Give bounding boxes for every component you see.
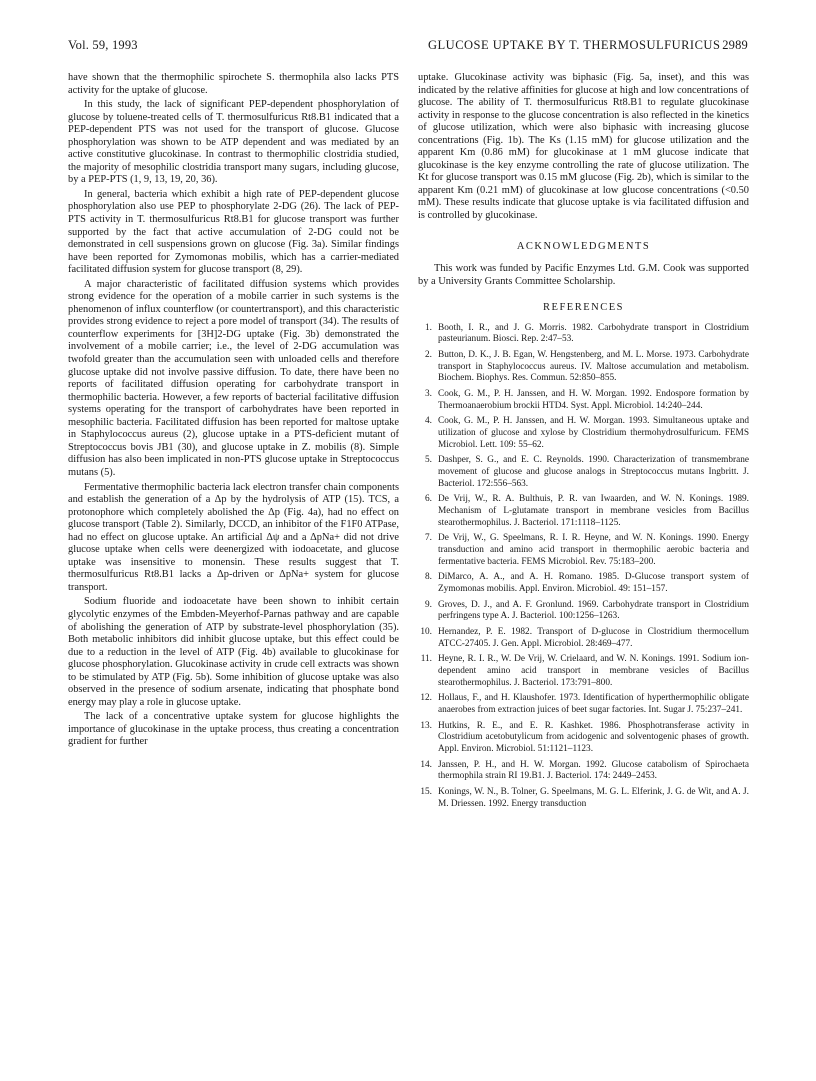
paragraph: The lack of a concentrative uptake system for glucose highlights the importance of glucokinase in the uptake process, thus creating a concentration gradient for further [68,711,399,748]
paragraph: A major characteristic of facilitated diffusion systems which provides strong evidence for the operation of a mobile carrier in such systems is the phenomenon of influx counterflow (or countertransport), and this characteristic provides strong evidence to reject a pore model of transport (34). The results of counterflow experiments for [3H]2-DG uptake (Fig. 3b) demonstrated the involvement of a mobile carrier; i.e., the level of 2-DG accumulation was twofold greater than the accumulation seen with unloaded cells and therefore glucose uptake did not involve passive diffusion. To date, there have been no reports of facilitated diffusion operating for carbohydrate transport in thermophilic bacteria. However, a few reports of bacterial facilitative diffusion systems operating for the transport of carbohydrates have been reported in mesophilic bacteria. Facilitated diffusion has been reported for maltose uptake in Staphylococcus aureus (2), glucose uptake in a PTS-deficient mutant of Streptococcus bovis JB1 (30), and glucose uptake in Z. mobilis (8). Simple diffusion has also been implicated in non-PTS glucose uptake in Streptococcus mutans (5). [68,278,399,478]
reference-item [418,760,749,783]
reference-item [418,389,749,412]
running-header [68,38,748,58]
paragraph: have shown that the thermophilic spirochete S. thermophila also lacks PTS activity for the uptake of glucose. [68,72,399,96]
running-title: GLUCOSE UPTAKE BY T. THERMOSULFURICUS [428,38,721,52]
reference-item [418,350,749,385]
reference-number: 7. [425,533,432,544]
reference-text: DiMarco, A. A., and A. H. Romano. 1985. D-Glucose transport system of Zymomonas mobilis. Appl. Environ. Microbiol. 49: 151–157. [438,572,749,594]
paragraph: In general, bacteria which exhibit a high rate of PEP-dependent glucose phosphorylation also use PEP to phosphorylate 2-DG (26). The lack of PEP-PTS activity in T. thermosulfuricus Rt8.B1 for glucose transport was further supported by the fact that active accumulation of 2-DG could not be demonstrated in cell suspensions grown on glucose (Fig. 3a). Similar findings have been reported for Zymomonas mobilis, which has a carrier-mediated facilitated diffusion system for glucose transport (8, 29). [68,188,399,276]
paragraph: In this study, the lack of significant PEP-dependent phosphorylation of glucose by toluene-treated cells of T. thermosulfuricus Rt8.B1 indicated that a PEP-dependent PTS was not used for the transport of glucose. Glucose phosphorylation was shown to be ATP dependent and was mediated by an active constitutive glucokinase. In contrast to thermophilic clostridia studied, the majority of mesophilic clostridia transport many sugars, including glucose, by a PEP-PTS (1, 9, 13, 19, 20, 36). [68,99,399,186]
reference-number: 10. [420,627,432,638]
reference-number: 14. [420,759,432,770]
reference-text: De Vrij, W., R. A. Bulthuis, P. R. van Iwaarden, and W. N. Konings. 1989. Mechanism of L-glutamate transport in membrane vesicles from Bacillus stearothermophilus. J. Bacteriol. 171:1118–1125. [438,494,749,528]
reference-text: Hollaus, F., and H. Klaushofer. 1973. Identification of hyperthermophilic obligate anaerobes from extraction juices of beet sugar factories. Int. Sugar J. 75:237–241. [438,693,749,716]
reference-text: Dashper, S. G., and E. C. Reynolds. 1990. Characterization of transmembrane movement of glucose and glucose analogs in Streptococcus mutans Ingbritt. J. Bacteriol. 172:556–563. [438,455,749,489]
reference-number: 3. [425,389,432,400]
paragraph: Fermentative thermophilic bacteria lack electron transfer chain components and establish the generation of a Δp by the hydrolysis of ATP (15). TCS, a protonophore which completely abolished the Δp (Fig. 4a), had no effect on glucose transport (Table 2). Similarly, DCCD, an inhibitor of the F1F0 ATPase, had no effect on glucose uptake. An artificial Δψ and a ΔpNa+ did not drive glucose uptake when cells were deenergized with iodoacetate, and glucose uptake was insensitive to monensin. These results suggest that T. thermosulfuricus Rt8.B1 lacks a Δp-driven or ΔpNa+ system for glucose transport. [68,481,399,593]
reference-text: De Vrij, W., G. Speelmans, R. I. R. Heyne, and W. N. Konings. 1990. Energy transduction and amino acid transport in thermophilic aerobic bacteria and fermentative bacteria. FEMS Microbiol. Rev. 75:183–200. [438,533,749,567]
reference-item [418,600,749,623]
reference-item [418,533,749,568]
page-number: 2989 [722,38,748,52]
right-column [418,72,749,815]
reference-text: Heyne, R. I. R., W. De Vrij, W. Crielaard, and W. N. Konings. 1991. Sodium ion-dependent amino acid transport in membrane vesicles of Bacillus stearothermophilus. J. Bacteriol. 173:791–800. [438,654,749,688]
reference-item [418,416,749,451]
reference-number: 9. [425,599,432,610]
references-heading: REFERENCES [543,302,624,314]
reference-item [418,627,749,650]
reference-item [418,787,749,810]
reference-item [418,572,749,595]
reference-item [418,323,749,346]
reference-text: Groves, D. J., and A. F. Gronlund. 1969. Carbohydrate transport in Clostridium perfringens type A. J. Bacteriol. 100:1256–1263. [438,599,749,622]
reference-number: 15. [420,787,432,798]
reference-text: Booth, I. R., and J. G. Morris. 1982. Carbohydrate transport in Clostridium pasteurianum. Biosci. Rep. 2:47–53. [438,322,749,345]
reference-item [418,654,749,689]
reference-number: 2. [425,350,432,361]
reference-item [418,494,749,529]
reference-list [418,323,749,811]
volume-label: Vol. 59, 1993 [68,38,138,52]
reference-text: Button, D. K., J. B. Egan, W. Hengstenberg, and M. L. Morse. 1973. Carbohydrate transport in Staphylococcus aureus. IV. Maltose accumulation and metabolism. Biochem. Biophys. Res. Commun. 52:850–855. [438,350,749,384]
reference-text: Cook, G. M., P. H. Janssen, and H. W. Morgan. 1993. Simultaneous uptake and utilization of glucose and xylose by Clostridium thermohydrosulfuricum. FEMS Microbiol. Lett. 109: 55–62. [438,416,749,450]
reference-number: 6. [425,494,432,505]
reference-text: Hutkins, R. E., and E. R. Kashket. 1986. Phosphotransferase activity in Clostridium acetobutylicum from acidogenic and solventogenic phases of growth. Appl. Environ. Microbiol. 51:1121–1123. [438,720,749,754]
reference-item [418,693,749,716]
reference-text: Cook, G. M., P. H. Janssen, and H. W. Morgan. 1992. Endospore formation by Thermoanaerobium brockii HTD4. Syst. Appl. Microbiol. 14:240–244. [438,389,749,411]
reference-number: 8. [425,572,432,583]
reference-number: 5. [425,455,432,466]
reference-text: Hernandez, P. E. 1982. Transport of D-glucose in Clostridium thermocellum ATCC-27405. J. Gen. Appl. Microbiol. 28:469–477. [438,627,749,649]
left-column [68,72,399,749]
paragraph: Sodium fluoride and iodoacetate have been shown to inhibit certain glycolytic enzymes of the Embden-Meyerhof-Parnas pathway and are capable of abolishing the generation of ATP by substrate-level phosphorylation (35). Both metabolic inhibitors did inhibit glucose uptake, but this effect could be due to a reduction in the level of ATP (Fig. 4b) available to glucokinase for glucose phosphorylation. Glucokinase activity in crude cell extracts was shown to be stimulated by ATP (Fig. 5b). Some inhibition of glucose uptake was also observed in the presence of sodium arsenate, indicating that phosphate bond energy may play a role in glucose uptake. [68,596,399,708]
reference-text: Konings, W. N., B. Tolner, G. Speelmans, M. G. L. Elferink, J. G. de Wit, and A. J. M. Driessen. 1992. Energy transduction [438,787,749,809]
acknowledgments-heading: ACKNOWLEDGMENTS [516,240,651,252]
paragraph: uptake. Glucokinase activity was biphasic (Fig. 5a, inset), and this was indicated by the relative affinities for glucose at high and low concentrations of glucose. The ability of T. thermosulfuricus Rt8.B1 to regulate glucokinase activity in response to the glucose concentration is also reflected in the kinetics of glucose utilization, which were also biphasic with increasing glucose concentrations (Fig. 1b). The Ks (1.15 mM) for glucose utilization and the apparent Km (0.86 mM) for glucokinase at 1 mM glucose indicate that glucokinase is the key enzyme controlling the rate of glucose utilization. The Kt for glucose transport was 0.15 mM glucose (Fig. 2b), which is similar to the apparent Km (0.21 mM) of glucokinase at low glucose concentrations (<0.50 mM). These results indicate that glucose uptake is via facilitated diffusion and is controlled by glucokinase. [418,72,749,222]
acknowledgments-text: This work was funded by Pacific Enzymes Ltd. G.M. Cook was supported by a University Grants Committee Scholarship. [418,263,749,287]
reference-number: 1. [425,322,432,333]
reference-text: Janssen, P. H., and H. W. Morgan. 1992. Glucose catabolism of Spirochaeta thermophila strain RI 19.B1. J. Bacteriol. 174: 2449–2453. [438,759,749,782]
reference-number: 13. [420,720,432,731]
reference-number: 4. [425,416,432,427]
reference-number: 11. [420,654,432,665]
reference-item [418,455,749,490]
reference-item [418,721,749,756]
reference-number: 12. [420,693,432,704]
